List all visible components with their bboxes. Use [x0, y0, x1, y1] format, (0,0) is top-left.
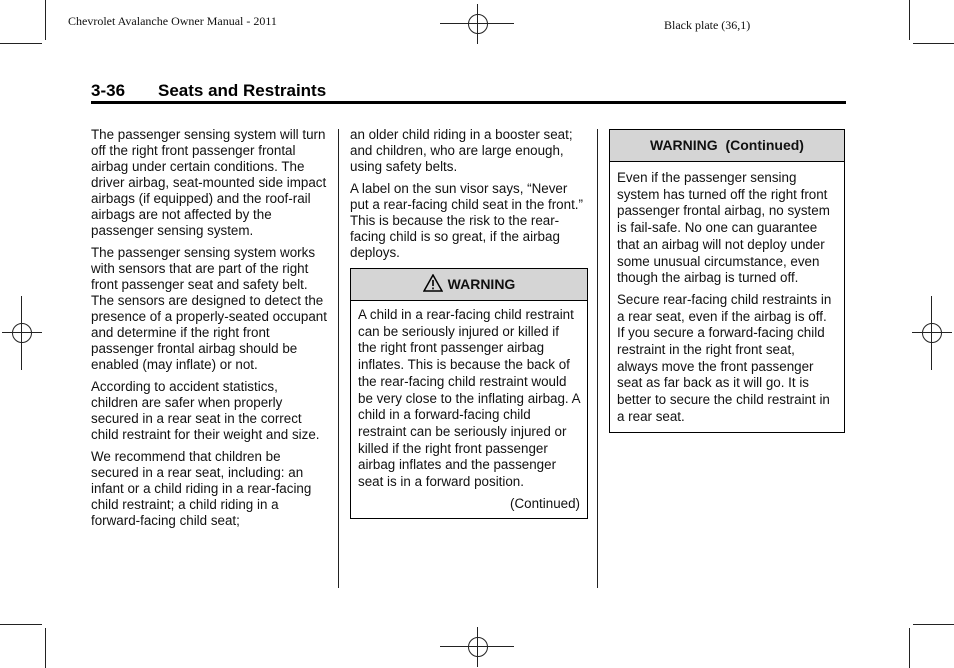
crop-mark — [21, 296, 22, 370]
column-divider — [338, 129, 339, 588]
warning-text: Secure rear-facing child restraints in a rear seat, even if the airbag is off. If you secure a forward-facing child restraint in the right front seat, always move the front passenger seat as far back as it will go. It is better to secure the child restraint in a rear seat. — [617, 291, 832, 424]
paragraph: According to accident statistics, children are safer when properly secured in a rear seat in the correct child restraint for their weight and size. — [91, 379, 320, 442]
crop-mark — [909, 628, 910, 668]
warning-body — [610, 162, 844, 432]
crop-mark — [45, 0, 46, 40]
crop-mark — [440, 23, 514, 24]
crop-mark — [0, 43, 42, 44]
warning-body — [351, 301, 587, 518]
page-number: 3-36 — [91, 81, 126, 100]
warning-text: A child in a rear-facing child restraint can be seriously injured or killed if the right front passenger airbag inflates. This is because the back of the rear-facing child restraint would be very close to the inflating airbag. A child in a forward-facing child restraint can be seriously injured or killed if the right front passenger airbag inflates and the passenger seat is in a forward position. — [358, 307, 580, 490]
column-3 — [609, 129, 845, 433]
warning-continued-box — [609, 129, 845, 433]
crop-mark — [0, 624, 42, 625]
column-2 — [350, 127, 588, 519]
section-heading — [91, 81, 846, 101]
crop-mark — [45, 628, 46, 668]
registration-mark-icon — [458, 4, 498, 44]
crop-mark — [913, 624, 954, 625]
column-divider — [597, 129, 598, 588]
heading-rule — [91, 101, 846, 104]
manual-title: Chevrolet Avalanche Owner Manual - 2011 — [68, 14, 277, 28]
crop-mark — [440, 646, 514, 647]
crop-mark — [913, 43, 954, 44]
warning-header — [351, 269, 587, 301]
registration-mark-icon — [912, 313, 952, 353]
warning-header: WARNING (Continued) — [610, 130, 844, 162]
paragraph: We recommend that children be secured in a rear seat, including: an infant or a child riding in a rear-facing child restraint; a child riding in a forward-facing child seat; — [91, 449, 312, 528]
paragraph: an older child riding in a booster seat; and children, who are large enough, using safety belts. — [350, 127, 573, 174]
warning-title: WARNING — [447, 276, 516, 292]
column-1 — [91, 127, 327, 535]
crop-mark — [909, 0, 910, 40]
plate-label: Black plate (36,1) — [664, 18, 751, 32]
warning-triangle-icon — [423, 272, 443, 303]
warning-box — [350, 268, 588, 519]
paragraph: The passenger sensing system works with sensors that are part of the right front passenger seat and safety belt. The sensors are designed to detect the presence of a properly-seated occupant and determine if the right front passenger frontal airbag should be enabled (may inflate) or not. — [91, 245, 327, 372]
paragraph: A label on the sun visor says, “Never put a rear-facing child seat in the front.” This is because the risk to the rear-facing child is so great, if the airbag deploys. — [350, 181, 583, 260]
continued-label: (Continued) — [510, 495, 580, 511]
paragraph: The passenger sensing system will turn off the right front passenger frontal airbag under certain conditions. The driver airbag, seat-mounted side impact airbags (if equipped) and the roof-rail airbags are not affected by the passenger sensing system. — [91, 127, 327, 238]
crop-mark — [931, 296, 932, 370]
registration-mark-icon — [458, 627, 498, 667]
section-title: Seats and Restraints — [158, 81, 327, 100]
warning-text: Even if the passenger sensing system has turned off the right front passenger frontal airbag, no system is fail-safe. No one can guarantee that an airbag will not deploy under some unusual circumstance, even though the airbag is turned off. — [617, 170, 830, 286]
registration-mark-icon — [2, 313, 42, 353]
